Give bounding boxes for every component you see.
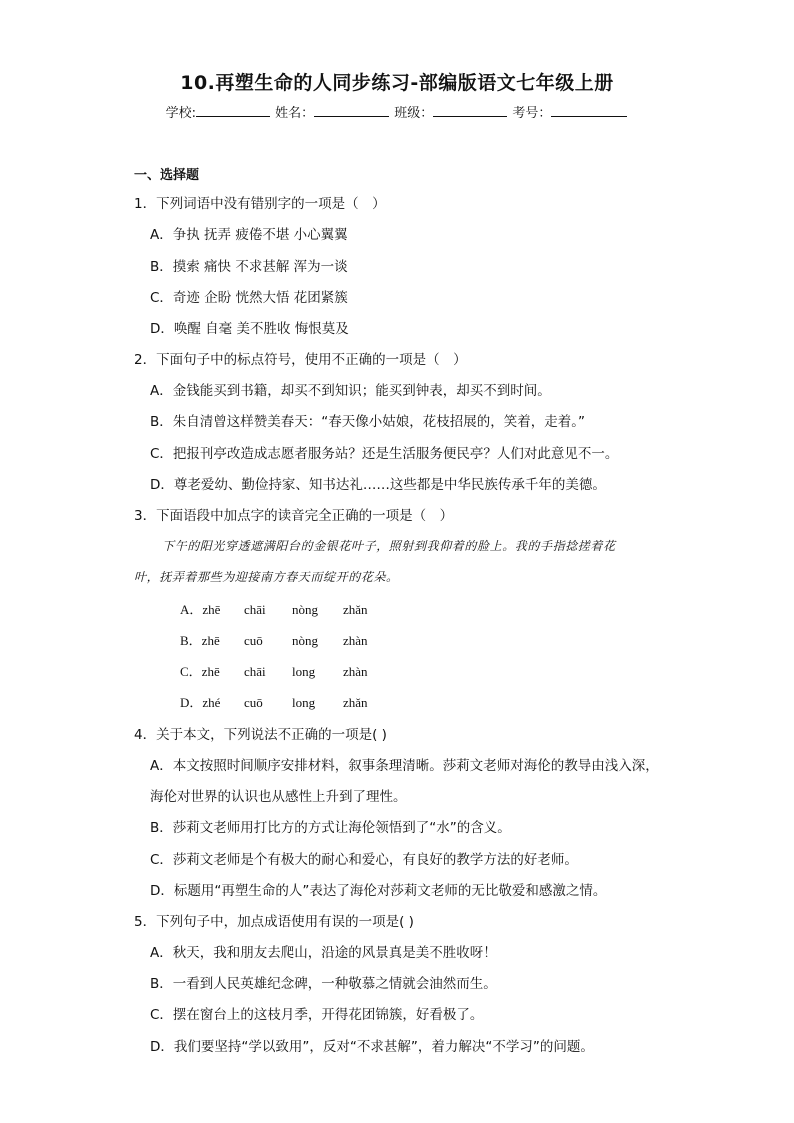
question-2-option-c: C．把报刊亭改造成志愿者服务站？还是生活服务便民亭？人们对此意见不一。 bbox=[150, 446, 619, 462]
pinyin-2: chāi bbox=[244, 664, 266, 679]
pinyin-3: long bbox=[292, 695, 316, 710]
question-3-passage-line-2: 叶，抚弄着那些为迎接南方春天而绽开的花朵。 bbox=[134, 570, 399, 584]
pinyin-2: cuō bbox=[244, 633, 263, 648]
pinyin-4: zhǎn bbox=[343, 602, 368, 617]
pinyin-3: nòng bbox=[292, 633, 318, 648]
question-5-option-d: D．我们要坚持“学以致用”，反对“不求甚解”，着力解决“不学习”的问题。 bbox=[150, 1039, 594, 1055]
worksheet-title: 10.再塑生命的人同步练习-部编版语文七年级上册 bbox=[180, 72, 614, 94]
pinyin-2: chāi bbox=[244, 602, 266, 617]
question-2-option-b: B．朱自清曾这样赞美春天：“春天像小姑娘，花枝招展的，笑着，走着。” bbox=[150, 414, 585, 430]
pinyin-3: nòng bbox=[292, 602, 318, 617]
question-5-option-a: A．秋天，我和朋友去爬山，沿途的风景真是美不胜收呀！ bbox=[150, 945, 497, 961]
question-3-option-c bbox=[180, 661, 383, 680]
pinyin-4: zhǎn bbox=[343, 695, 368, 710]
question-1-option-c: C．奇迹 企盼 恍然大悟 花团紧簇 bbox=[150, 290, 348, 306]
question-3-option-a bbox=[180, 599, 383, 618]
pinyin-label: A．zhē bbox=[180, 602, 221, 617]
exam-no-label: 考号： bbox=[512, 106, 552, 121]
question-4-stem: 4．关于本文，下列说法不正确的一项是( ) bbox=[134, 727, 387, 743]
question-2-stem: 2．下面句子中的标点符号，使用不正确的一项是（ ） bbox=[134, 352, 467, 368]
question-4-option-a-line-2: 海伦对世界的认识也从感性上升到了理性。 bbox=[150, 789, 407, 805]
question-2-option-d: D．尊老爱幼、勤俭持家、知书达礼……这些都是中华民族传承千年的美德。 bbox=[150, 477, 606, 493]
section-heading: 一、选择题 bbox=[134, 168, 200, 183]
student-info-line bbox=[0, 102, 794, 121]
question-4-option-b: B．莎莉文老师用打比方的方式让海伦领悟到了“水”的含义。 bbox=[150, 820, 511, 836]
pinyin-4: zhàn bbox=[343, 664, 368, 679]
pinyin-label: B．zhē bbox=[180, 633, 220, 648]
question-5-option-b: B．一看到人民英雄纪念碑，一种敬慕之情就会油然而生。 bbox=[150, 976, 497, 992]
question-4-option-d: D．标题用“再塑生命的人”表达了海伦对莎莉文老师的无比敬爱和感激之情。 bbox=[150, 883, 607, 899]
question-1-stem: 1．下列词语中没有错别字的一项是（ ） bbox=[134, 196, 386, 212]
class-blank bbox=[433, 104, 507, 117]
pinyin-2: cuō bbox=[244, 695, 263, 710]
question-4-option-a-line-1: A．本文按照时间顺序安排材料，叙事条理清晰。莎莉文老师对海伦的教导由浅入深， bbox=[150, 758, 659, 774]
pinyin-label: C．zhē bbox=[180, 664, 220, 679]
question-1-option-b: B．摸索 痛快 不求甚解 浑为一谈 bbox=[150, 259, 348, 275]
class-label: 班级： bbox=[394, 106, 434, 121]
pinyin-4: zhàn bbox=[343, 633, 368, 648]
name-label: 姓名： bbox=[275, 106, 315, 121]
question-5-stem: 5．下列句子中，加点成语使用有误的一项是( ) bbox=[134, 914, 414, 930]
question-4-option-c: C．莎莉文老师是个有极大的耐心和爱心，有良好的教学方法的好老师。 bbox=[150, 852, 578, 868]
question-3-passage-line-1: 下午的阳光穿透遮满阳台的金银花叶子，照射到我仰着的脸上。我的手指捻搓着花 bbox=[162, 539, 616, 553]
school-blank bbox=[196, 104, 270, 117]
question-5-option-c: C．摆在窗台上的这枝月季，开得花团锦簇，好看极了。 bbox=[150, 1007, 484, 1023]
pinyin-label: D．zhé bbox=[180, 695, 221, 710]
question-3-option-d bbox=[180, 692, 383, 711]
name-blank bbox=[314, 104, 389, 117]
question-2-option-a: A．金钱能买到书籍，却买不到知识；能买到钟表，却买不到时间。 bbox=[150, 383, 551, 399]
school-label: 学校: bbox=[165, 106, 196, 121]
question-3-stem: 3．下面语段中加点字的读音完全正确的一项是（ ） bbox=[134, 508, 454, 524]
question-1-option-d: D．唤醒 自毫 美不胜收 悔恨莫及 bbox=[150, 321, 349, 337]
pinyin-3: long bbox=[292, 664, 316, 679]
question-1-option-a: A．争执 抚弄 疲倦不堪 小心翼翼 bbox=[150, 227, 348, 243]
question-3-option-b bbox=[180, 630, 383, 649]
exam-no-blank bbox=[551, 104, 627, 117]
